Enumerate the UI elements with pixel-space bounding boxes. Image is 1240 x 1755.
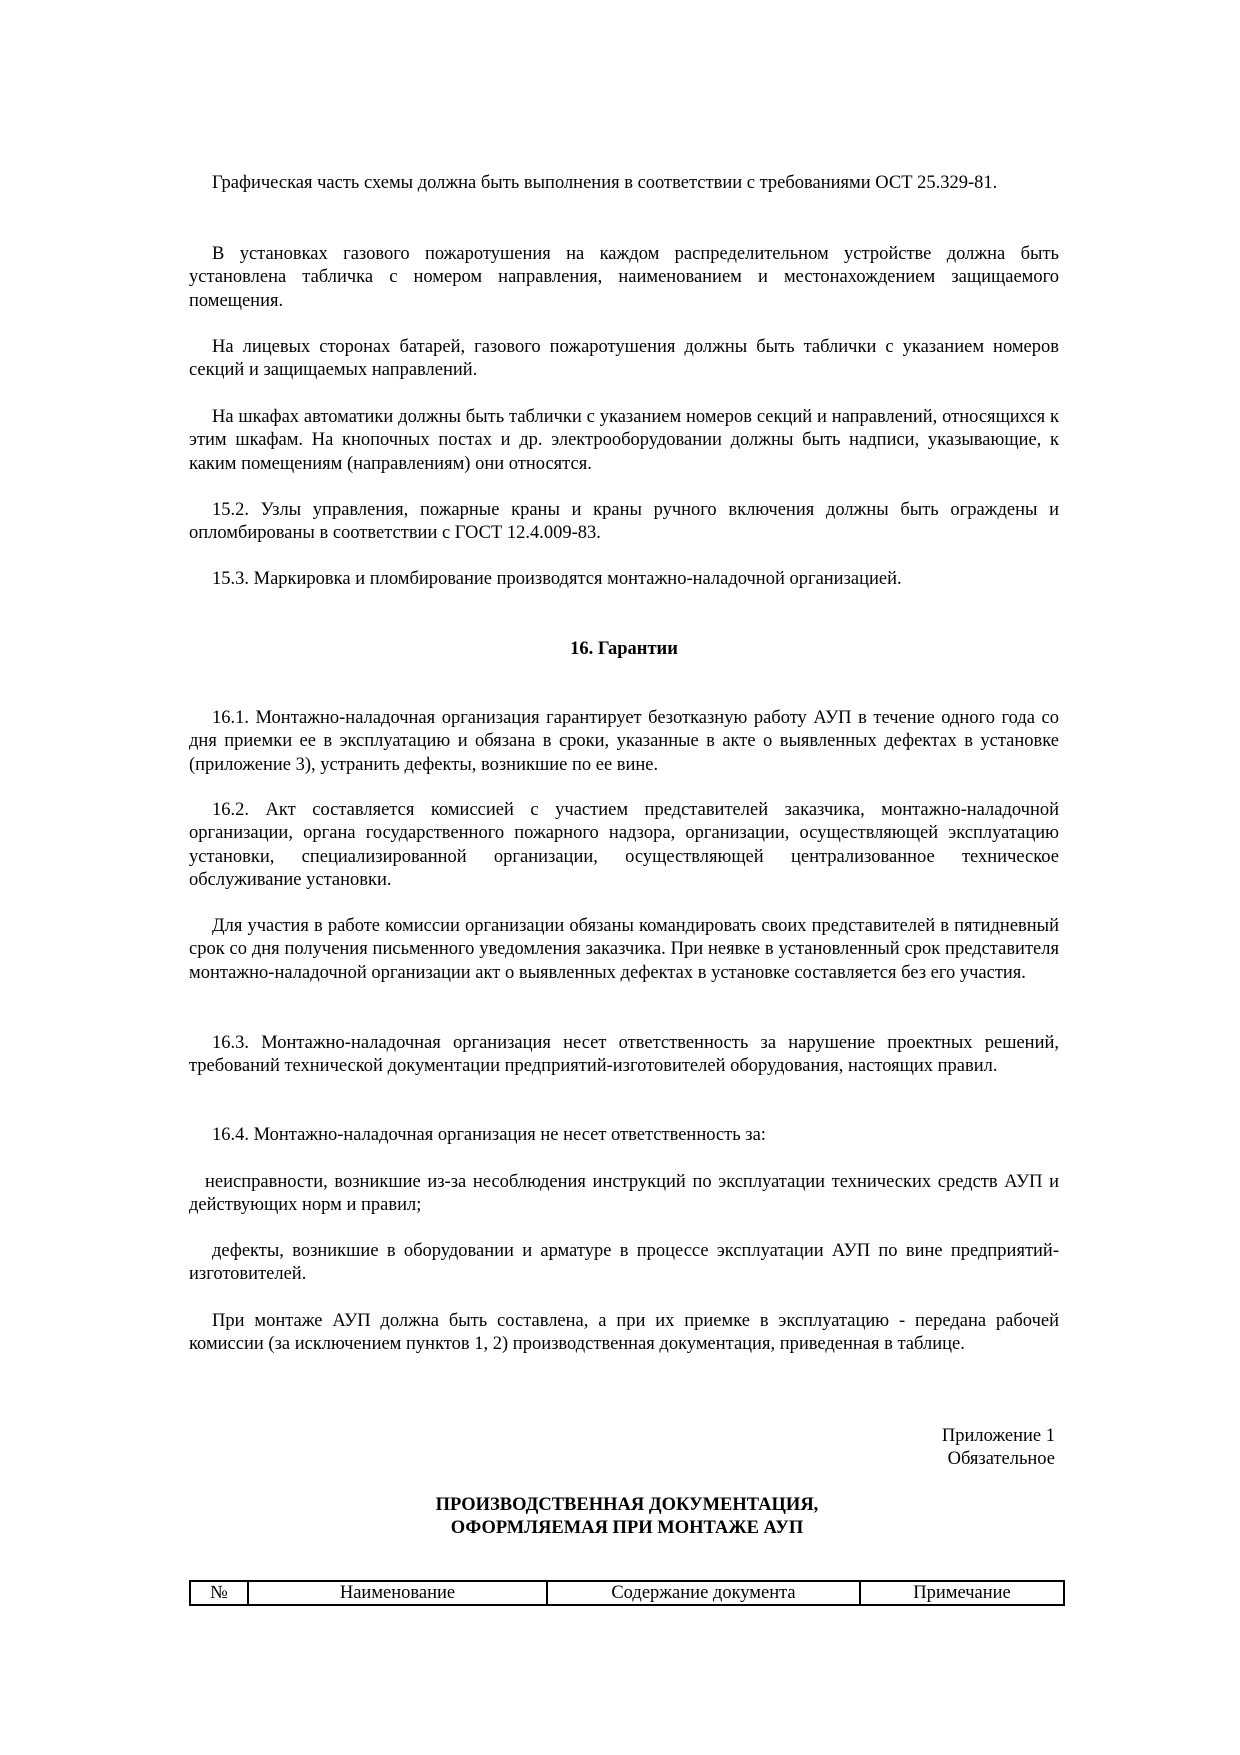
paragraph: 15.2. Узлы управления, пожарные краны и краны ручного включения должны быть ограждены и опломбированы в соответствии с ГОСТ 12.4.009-83. xyxy=(189,500,1059,544)
paragraph: Для участия в работе комиссии организации обязаны командировать своих представителей в пятидневный срок со дня получения письменного уведомления заказчика. При неявке в установленный срок представителя монтажно-наладочной организации акт о выявленных дефектах в установке составляется без его участия. xyxy=(189,916,1059,983)
paragraph: 16.4. Монтажно-наладочная организация не несет ответственность за: xyxy=(212,1125,766,1145)
paragraph: дефекты, возникшие в оборудовании и арматуре в процессе эксплуатации АУП по вине предприятий-изготовителей. xyxy=(189,1241,1059,1285)
paragraph: 15.3. Маркировка и пломбирование производятся монтажно-наладочной организацией. xyxy=(212,569,902,589)
paragraph: 16.2. Акт составляется комиссией с участием представителей заказчика, монтажно-наладочной организации, органа государственного пожарного надзора, организации, осуществляющей эксплуатацию установки, специализированной организации, осуществляющей централизованное техническое обслуживание установки. xyxy=(189,800,1059,890)
header-note: Примечание xyxy=(860,1581,1064,1605)
header-content: Содержание документа xyxy=(547,1581,860,1605)
appendix-title-line2: ОФОРМЛЯЕМАЯ ПРИ МОНТАЖЕ АУП xyxy=(450,1518,804,1538)
appendix-title-line1: ПРОИЗВОДСТВЕННАЯ ДОКУМЕНТАЦИЯ, xyxy=(435,1495,819,1515)
table-header-row xyxy=(190,1581,1064,1605)
paragraph: При монтаже АУП должна быть составлена, а при их приемке в эксплуатацию - передана рабочей комиссии (за исключением пунктов 1, 2) производственная документация, приведенная в таблице. xyxy=(189,1311,1059,1355)
header-name: Наименование xyxy=(248,1581,547,1605)
paragraph: Графическая часть схемы должна быть выполнения в соответствии с требованиями ОСТ 25.329-81. xyxy=(212,173,998,193)
appendix-status: Обязательное xyxy=(947,1449,1055,1469)
paragraph: неисправности, возникшие из-за несоблюдения инструкций по эксплуатации технических средств АУП и действующих норм и правил; xyxy=(189,1172,1059,1216)
section-heading: 16. Гарантии xyxy=(570,639,678,659)
paragraph: На лицевых сторонах батарей, газового пожаротушения должны быть таблички с указанием номеров секций и защищаемых направлений. xyxy=(189,337,1059,381)
header-number: № xyxy=(190,1581,248,1605)
paragraph: В установках газового пожаротушения на каждом распределительном устройстве должна быть установлена табличка с номером направления, наименованием и местонахождением защищаемого помещения. xyxy=(189,244,1059,311)
appendix-label: Приложение 1 xyxy=(941,1426,1055,1446)
paragraph: 16.1. Монтажно-наладочная организация гарантирует безотказную работу АУП в течение одного года со дня приемки ее в эксплуатацию и обязана в сроки, указанные в акте о выявленных дефектах в установке (приложение 3), устранить дефекты, возникшие по ее вине. xyxy=(189,708,1059,775)
paragraph: 16.3. Монтажно-наладочная организация несет ответственность за нарушение проектных решений, требований технической документации предприятий-изготовителей оборудования, настоящих правил. xyxy=(189,1033,1059,1077)
paragraph: На шкафах автоматики должны быть таблички с указанием номеров секций и направлений, относящихся к этим шкафам. На кнопочных постах и др. электрооборудовании должны быть надписи, указывающие, к каким помещениям (направлениям) они относятся. xyxy=(189,407,1059,474)
documentation-table xyxy=(189,1580,1065,1606)
